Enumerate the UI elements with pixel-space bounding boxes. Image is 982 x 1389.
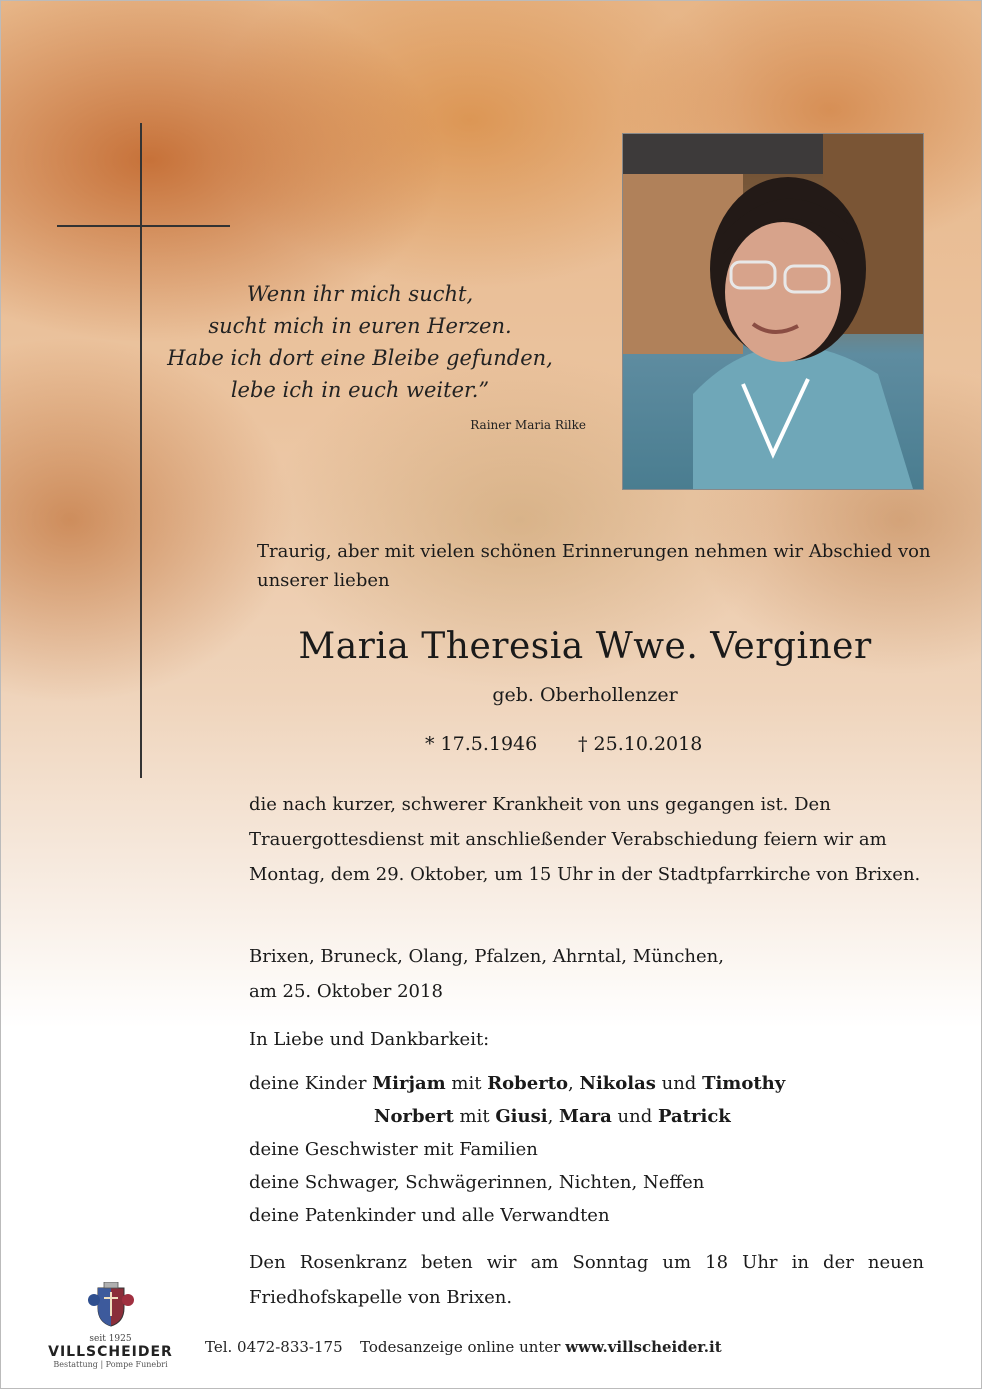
intro-text: Traurig, aber mit vielen schönen Erinnerungen nehmen wir Abschied von unserer lieben [257,541,931,591]
portrait-photo [622,133,924,490]
partner-name: Giusi [495,1106,548,1127]
deceased-name: Maria Theresia Wwe. Verginer [298,626,872,667]
closing-phrase: In Liebe und Dankbarkeit: [249,1029,490,1050]
quote-author: Rainer Maria Rilke [470,418,586,432]
grandchild-name: Patrick [657,1106,731,1127]
service-announcement: die nach kurzer, schwerer Krankheit von uns gegangen ist. Den Trauergottesdienst mit anschließender Verabschiedung feiern wir am Montag, dem 29. Oktober, um 15 Uhr in der Stadtpfarrkirche von Brixen. [249,794,921,885]
quote-line: Habe ich dort eine Bleibe gefunden, [167,346,553,370]
child-name: Norbert [374,1106,454,1127]
relatives-line: deine Schwager, Schwägerinnen, Nichten, Neffen [249,1172,705,1193]
logo-brand: VILLSCHEIDER [48,1344,173,1360]
children-row-1: deine Kinder Mirjam mit Roberto, Nikolas und Timothy [249,1073,786,1094]
connector-word: und [661,1073,697,1094]
connector-word: mit [459,1106,490,1127]
quote-line: sucht mich in euren Herzen. [208,314,512,338]
children-prefix: deine Kinder [249,1073,367,1094]
date-line: am 25. Oktober 2018 [249,981,443,1002]
death-date: † 25.10.2018 [578,733,703,755]
grandchild-name: Mara [559,1106,612,1127]
child-name: Mirjam [372,1073,446,1094]
places-line: Brixen, Bruneck, Olang, Pfalzen, Ahrntal, München, [249,946,724,967]
place-and-date [249,939,924,1009]
relatives-line: deine Geschwister mit Familien [249,1139,538,1160]
logo-tagline: Bestattung | Pompe Funebri [53,1360,168,1369]
birth-name: geb. Oberhollenzer [492,684,678,706]
footer-web-link[interactable]: www.villscheider.it [565,1338,722,1356]
footer-web [360,1338,722,1356]
logo-since: seit 1925 [89,1334,132,1344]
connector-word: mit [451,1073,482,1094]
birth-date: * 17.5.1946 [425,733,538,755]
quote-line: lebe ich in euch weiter.” [230,378,490,402]
rosary-announcement: Den Rosenkranz beten wir am Sonntag um 18 Uhr in der neuen Friedhofskapelle von Brixen. [249,1252,924,1308]
partner-name: Roberto [487,1073,569,1094]
relatives-line: deine Patenkinder und alle Verwandten [249,1205,610,1226]
portrait-illustration [623,134,923,489]
grandchild-name: Timothy [702,1073,786,1094]
funeral-home-logo [48,1282,173,1369]
family-list [249,1067,929,1232]
grandchild-name: Nikolas [579,1073,656,1094]
cross-vertical-bar [140,123,142,778]
cross-horizontal-bar [57,225,230,227]
footer-web-prefix: Todesanzeige online unter [360,1338,561,1356]
connector-word: und [617,1106,653,1127]
children-row-2: Norbert mit Giusi, Mara und Patrick [374,1106,731,1127]
coat-of-arms-icon [86,1282,136,1328]
rilke-quote [150,278,570,406]
footer-phone: Tel. 0472-833-175 [205,1338,343,1356]
quote-line: Wenn ihr mich sucht, [246,282,474,306]
